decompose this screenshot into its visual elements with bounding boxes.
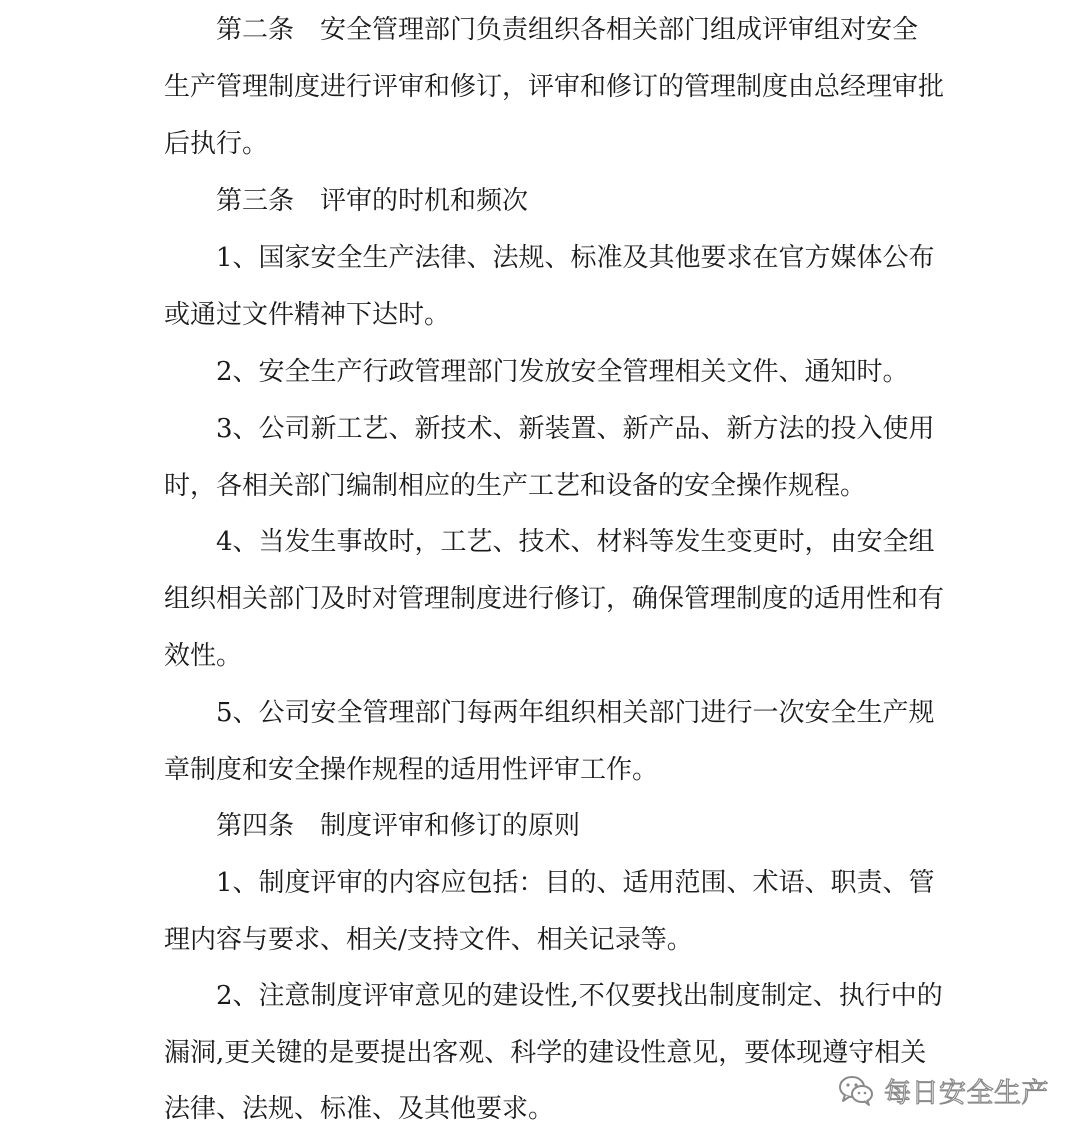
article-2-heading-line [216,10,918,50]
article-2-label: 第二条 [216,15,295,45]
article-4-label: 第四条 [216,811,295,841]
article-3-item-5-line-2: 章制度和安全操作规程的适用性评审工作。 [164,755,659,785]
document-page [164,0,945,1139]
article-3-item-3-line-1: 3、公司新工艺、新技术、新装置、新产品、新方法的投入使用 [216,414,935,444]
article-3-item-4-line-2: 组织相关部门及时对管理制度进行修订，确保管理制度的适用性和有 [164,584,945,614]
article-3-item-5-line-1: 5、公司安全管理部门每两年组织相关部门进行一次安全生产规 [216,698,935,728]
article-3-item-3-line-2: 时，各相关部门编制相应的生产工艺和设备的安全操作规程。 [164,471,867,501]
article-3-label: 第三条 [216,186,295,216]
article-3-item-4-line-3: 效性。 [164,641,243,671]
watermark-text: 每日安全生产 [884,1077,1049,1109]
article-3-item-4-line-1: 4、当发生事故时，工艺、技术、材料等发生变更时，由安全组 [216,527,935,557]
article-2-text-line-2: 生产管理制度进行评审和修订，评审和修订的管理制度由总经理审批 [164,72,945,102]
article-4-title: 制度评审和修订的原则 [320,811,581,841]
article-2-text-line-1: 安全管理部门负责组织各相关部门组成评审组对安全 [320,15,919,45]
article-3-item-1-line-2: 或通过文件精神下达时。 [164,300,451,330]
article-3-item-2-line-1: 2、安全生产行政管理部门发放安全管理相关文件、通知时。 [216,357,909,387]
watermark [836,1068,1049,1112]
article-3-heading [216,181,528,221]
article-3-item-1-line-1: 1、国家安全生产法律、法规、标准及其他要求在官方媒体公布 [216,243,935,273]
article-4-item-1-line-1: 1、制度评审的内容应包括：目的、适用范围、术语、职责、管 [216,868,935,898]
article-2-text-line-3: 后执行。 [164,129,269,159]
article-4-heading [216,806,580,846]
article-4-item-1-line-2: 理内容与要求、相关/支持文件、相关记录等。 [164,925,693,955]
article-4-item-2-line-1: 2、注意制度评审意见的建设性,不仅要找出制度制定、执行中的 [216,981,943,1011]
article-4-item-2-line-2: 漏洞,更关键的是要提出客观、科学的建设性意见，要体现遵守相关 [164,1038,927,1068]
article-4-item-2-line-3: 法律、法规、标准、及其他要求。 [164,1094,555,1124]
article-3-title: 评审的时机和频次 [320,186,529,216]
wechat-icon [836,1070,876,1110]
